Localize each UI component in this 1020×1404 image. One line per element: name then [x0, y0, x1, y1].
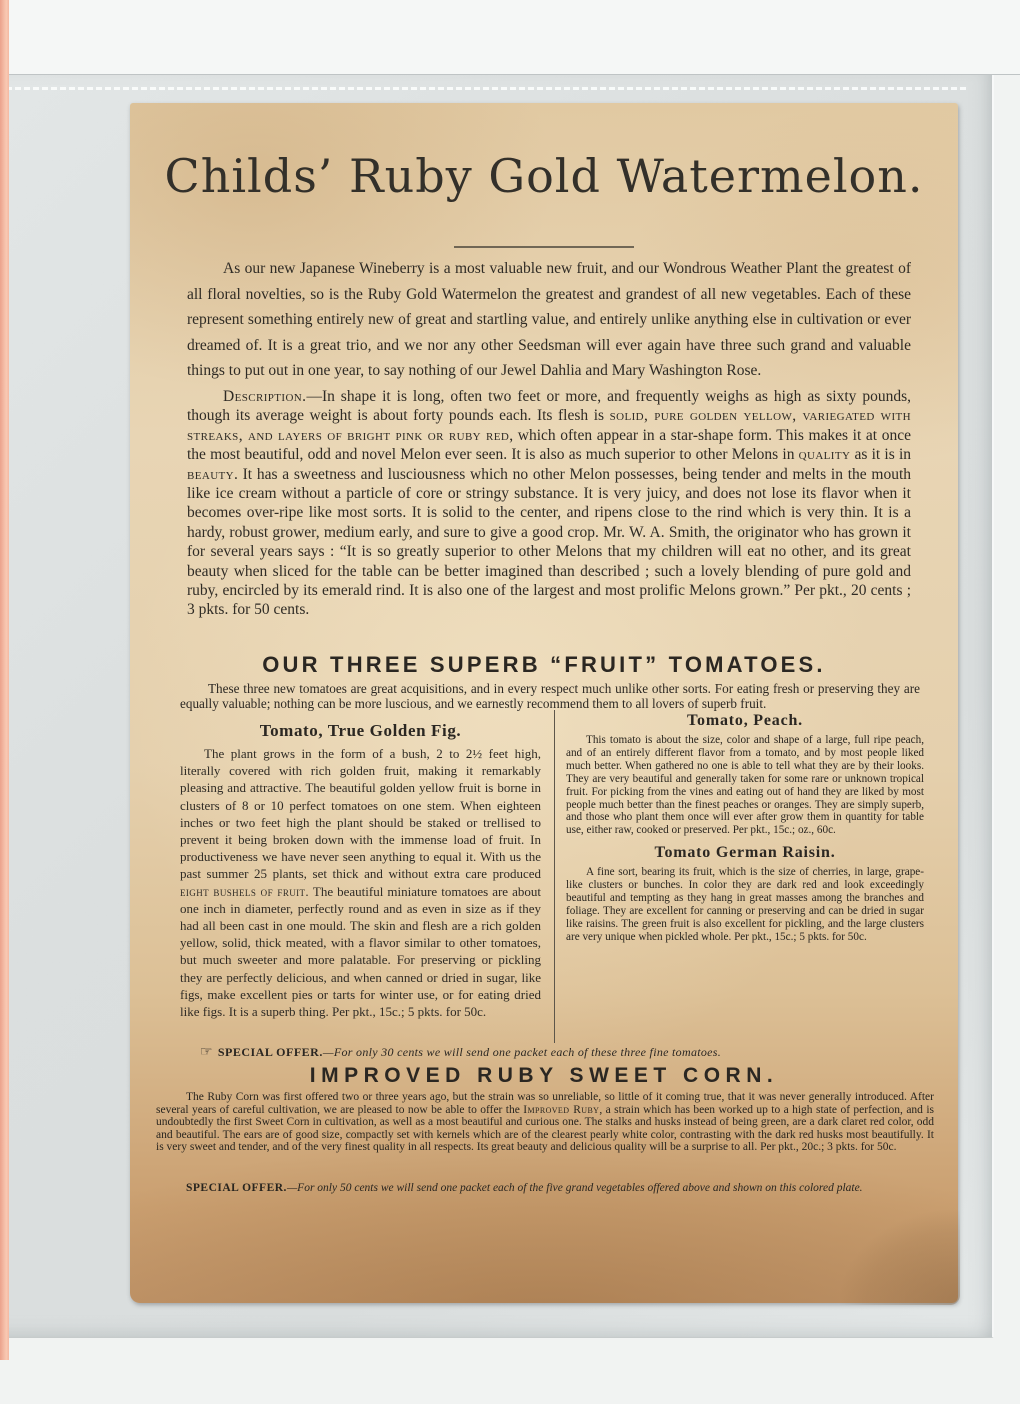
corn-section-heading: IMPROVED RUBY SWEET CORN.: [309, 1064, 779, 1087]
corn-special-offer: SPECIAL OFFER.—For only 50 cents we will send one packet each of the five grand vegetables offered above and shown on this colored plate.: [186, 1182, 863, 1194]
tomatoes-section-heading: OUR THREE SUPERB “FRUIT” TOMATOES.: [262, 652, 826, 677]
tomato-goldenfig-heading: Tomato, True Golden Fig.: [259, 721, 462, 740]
intro-paragraph: As our new Japanese Wineberry is a most valuable new fruit, and our Wondrous Weather Plant the greatest of all floral novelties, so is the Ruby Gold Watermelon the greatest and grandest of all new vegetables. Each of these represent something entirely new of great and startling value, and entirely unlike anything else in cultivation or ever dreamed of. It is a great trio, and we nor any other Seedsman will ever again have three such grand and valuable things to put out in one year, to say nothing of our Jewel Dahlia and Mary Washington Rose.: [187, 260, 911, 380]
corn-body: The Ruby Corn was first offered two or three years ago, but the strain was so unreliable, so little of it coming true, that it was never generally introduced. After several years of careful cultivation, we are pleased to now be able to offer the Improved Ruby, a strain which has been worked up to a high state of perfection, and is undoubtedly the first Sweet Corn in cultivation, as well as a most beautiful and curious one. The stalks and husks instead of being green, are a dark claret red color, odd and beautiful. The ears are of good size, compactly set with kernels which are of the clearest pearly white color, contrasting with the dark red husks most beautifully. It is very sweet and tender, and of the very finest quality in all respects. Its great beauty and delicious quality will be a surprise to all. Per pkt., 20c.; 3 pkts. for 50c.: [156, 1091, 934, 1153]
pink-page-edge: [0, 0, 9, 1360]
catalog-page: [130, 103, 958, 1303]
tomato-columns: [180, 710, 924, 1043]
watermelon-section: [187, 256, 911, 660]
tomatoes-intro: These three new tomatoes are great acquisitions, and in every respect much unlike other sorts. For eating fresh or preserving they are equally valuable; nothing can be more luscious, and we earnestly recommend them to all lovers of superb fruit.: [180, 681, 920, 712]
tomatoes-special-offer: ☞ SPECIAL OFFER.—For only 30 cents we will send one packet each of these three fine tomatoes.: [200, 1044, 722, 1059]
tomato-raisin-body: A fine sort, bearing its fruit, which is the size of cherries, in large, grape-like clusters or bunches. In color they are dark red and look exceedingly beautiful and tempting as they hang in great masses among the branches and foliage. They are excellent for canning or preserving and can be dried in sugar like raisins. The green fruit is also excellent for pickling, and the large clusters are very unique when pickled whole. Per pkt., 15c.; 5 pkts. for 50c.: [566, 866, 924, 943]
tomato-column-left: [180, 710, 554, 1043]
tomato-raisin-heading: Tomato German Raisin.: [654, 844, 836, 862]
tomato-goldenfig-body: The plant grows in the form of a bush, 2 to 2½ feet high, literally covered with rich golden fruit, making it remarkably pleasing and attractive. The beautiful golden yellow fruit is borne in clusters of 8 or 10 perfect tomatoes on one stem. When eighteen inches or two feet high the plant should be staked or trellised to prevent it being broken down with the immense load of fruit. In productiveness we have never seen anything to equal it. With us the past summer 25 plants, set thick and without extra care produced eight bushels of fruit. The beautiful miniature tomatoes are about one inch in diameter, perfectly round and as even in size as if they had all been cast in one mould. The skin and flesh are a rich golden yellow, solid, thick meated, with a flavor similar to other tomatoes, but much sweeter and more palatable. For preserving or pickling they are perfectly delicious, and when canned or dried in sugar, like figs, make excellent pies or tarts for winter use, or for eating dried like figs. It is a superb thing. Per pkt., 15c.; 5 pkts. for 50c.: [180, 746, 541, 1020]
tomato-peach-body: This tomato is about the size, color and shape of a large, full ripe peach, and of an entirely different flavor from a tomato, and by most people liked much better. When gathered no one is able to tell what they are by their looks. They are very beautiful and generally taken for some rare or unknown tropical fruit. For picking from the vines and eating out of hand they are liked by most people much better than the finest peaches or oranges. They are simply superb, and those who plant them once will ever after grow them in quantity for table use, either raw, cooked or preserved. Per pkt., 15c.; oz., 60c.: [566, 734, 924, 837]
manicule-icon: ☞: [200, 1044, 218, 1059]
title-rule: [454, 246, 634, 248]
scanner-top-band: [0, 0, 1020, 75]
sleeve-stitch-line: [6, 87, 966, 90]
page-title: Childs’ Ruby Gold Watermelon.: [164, 149, 924, 203]
tomato-peach-heading: Tomato, Peach.: [687, 712, 803, 729]
page-corner-curl: [840, 1210, 960, 1305]
description-paragraph: Description.—In shape it is long, often two feet or more, and frequently weighs as high as sixty pounds, though its average weight is about forty pounds each. Its flesh is solid, pure golden yellow, variegated with streaks, and layers of bright pink or ruby red, which often appear in a star-shape form. This makes it at once the most beautiful, odd and novel Melon ever seen. It is also as much superior to other Melons in quality as it is in beauty. It has a sweetness and lusciousness which no other Melon possesses, being tender and melts in the mouth like ice cream without a particle of core or stringy substance. It is very juicy, and does not lose its flavor when it becomes over-ripe like most sorts. It is solid to the center, and ripens close to the rind which is very thin. It is a hardy, robust grower, medium early, and sure to give a good crop. Mr. W. A. Smith, the originator who has grown it for several years says : “It is so greatly superior to other Melons that my children will eat no other, and its great beauty when sliced for the table can be better imagined than described ; such a lovely blending of pure gold and ruby, encircled by its emerald rind. It is also one of the largest and most prolific Melons grown.” Per pkt., 20 cents ; 3 pkts. for 50 cents.: [187, 387, 911, 619]
tomato-column-right: [554, 710, 924, 1043]
